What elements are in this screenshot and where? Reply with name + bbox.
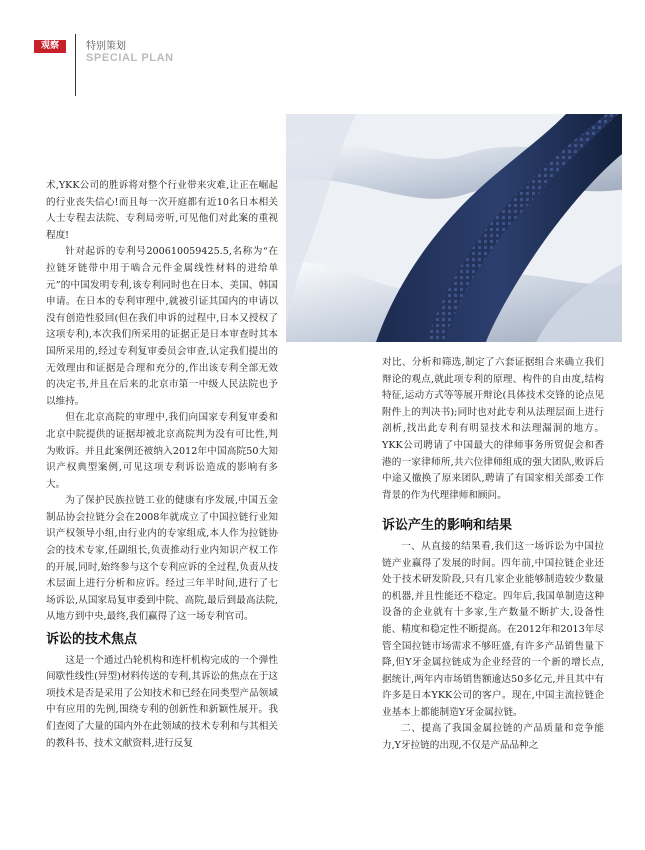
left-paragraph-1: 术,YKK公司的胜诉将对整个行业带来灾难,让正在崛起的行业丧失信心!而且每一次开庭都有近10名日本相关人士专程去法院、专利局旁听,可见他们对此案的重视程度! [46,180,278,241]
section-tag: 观察 [34,40,66,53]
right-paragraph-1: 对比、分析和筛选,制定了六套证据组合来确立我们辩论的观点,就此项专利的原理、构件的自由度,结构特征,运动方式等等展开辩论(具体技术交锋的论点见附件上的判决书);同时也对此专利从法理层面上进行剖析,找出此专利有明显技术和法理漏洞的地方。YKK公司聘请了中国最大的律师事务所贸促会和香港的一家律师所,共六位律师组成的强大团队,败诉后中途又撤换了原来团队,聘请了有国家相关部委工作背景的作为代理律师和顾问。 [382,357,604,501]
page-header [0,0,645,70]
section-title-en: SPECIAL PLAN [86,52,174,64]
zipper-photo [286,114,622,342]
left-column [46,178,278,752]
left-paragraph-5: 这是一个通过凸轮机构和连杆机构完成的一个弹性间歇性线性(异型)材料传送的专利,其诉讼的焦点在于这项技术是否是采用了公知技术和已经在同类型产品领域中有应用的先例,围绕专利的创新性和新颖性展开。我们查阅了大量的国内外在此领域的技术专利和与其相关的教科书、技术文献资料,进行反复 [46,654,278,749]
section-title-cn: 特别策划 [86,41,126,52]
heading-impact-results: 诉讼产生的影响和结果 [382,518,513,534]
left-paragraph-4: 为了保护民族拉链工业的健康有序发展,中国五金制品协会拉链分会在2008年就成立了中国拉链行业知识产权领导小组,由行业内的专家组成,本人作为拉链协会的技术专家,任副组长,负责推动行业内知识产权工作的开展,同时,始终参与这个专利应诉的全过程,负责从技术层面上进行分析和应诉。经过三年半时间,进行了七场诉讼,从国家局复审委到中院、高院,最后到最高法院,从地方到中央,最终,我们赢得了这一场专利官司。 [46,495,278,623]
right-column [382,355,604,755]
header-divider [75,34,76,96]
left-paragraph-3: 但在北京高院的审理中,我们向国家专利复审委和北京中院提供的证据却被北京高院判为没有可比性,判为败诉。并且此案例还被纳入2012年中国高院50大知识产权典型案例,可见这项专利诉讼造成的影响有多大。 [46,412,278,490]
right-paragraph-3: 二、提高了我国金属拉链的产品质量和竞争能力,Y牙拉链的出现,不仅是产品品种之 [382,723,604,752]
heading-technical-focus: 诉讼的技术焦点 [46,632,138,648]
left-paragraph-2: 针对起诉的专利号200610059425.5,名称为“在拉链牙链带中用于啮合元件金属线性材料的进给单元”的中国发明专利,该专利同时也在日本、美国、韩国申请。在日本的专利审理中,就被引证其国内的申请以没有创造性驳回(但在我们申诉的过程中,日本又授权了这项专利),本次我们所采用的证据正是日本审查时其本国所采用的,经过专利复审委员会审查,认定我们提出的无效理由和证据是合理和充分的,作出该专利全部无效的决定书,并且在后来的北京市第一中级人民法院也予以维持。 [46,246,278,407]
zipper-illustration [286,114,622,342]
right-paragraph-2: 一、从直接的结果看,我们这一场诉讼为中国拉链产业赢得了发展的时间。四年前,中国拉链企业还处于技术研发阶段,只有几家企业能够制造较少数量的机器,并且性能还不稳定。四年后,我国单制造这种设备的企业就有十多家,生产数量不断扩大,设备性能、精度和稳定性不断提高。在2012年和2013年尽管全国拉链市场需求不够旺盛,有许多产品销售量下降,但Y牙金属拉链成为企业经营的一个新的增长点,据统计,两年内市场销售额逾达50多亿元,并且其中有许多是日本YKK公司的客户。现在,中国主流拉链企业基本上都能制造Y牙金属拉链。 [382,540,604,718]
